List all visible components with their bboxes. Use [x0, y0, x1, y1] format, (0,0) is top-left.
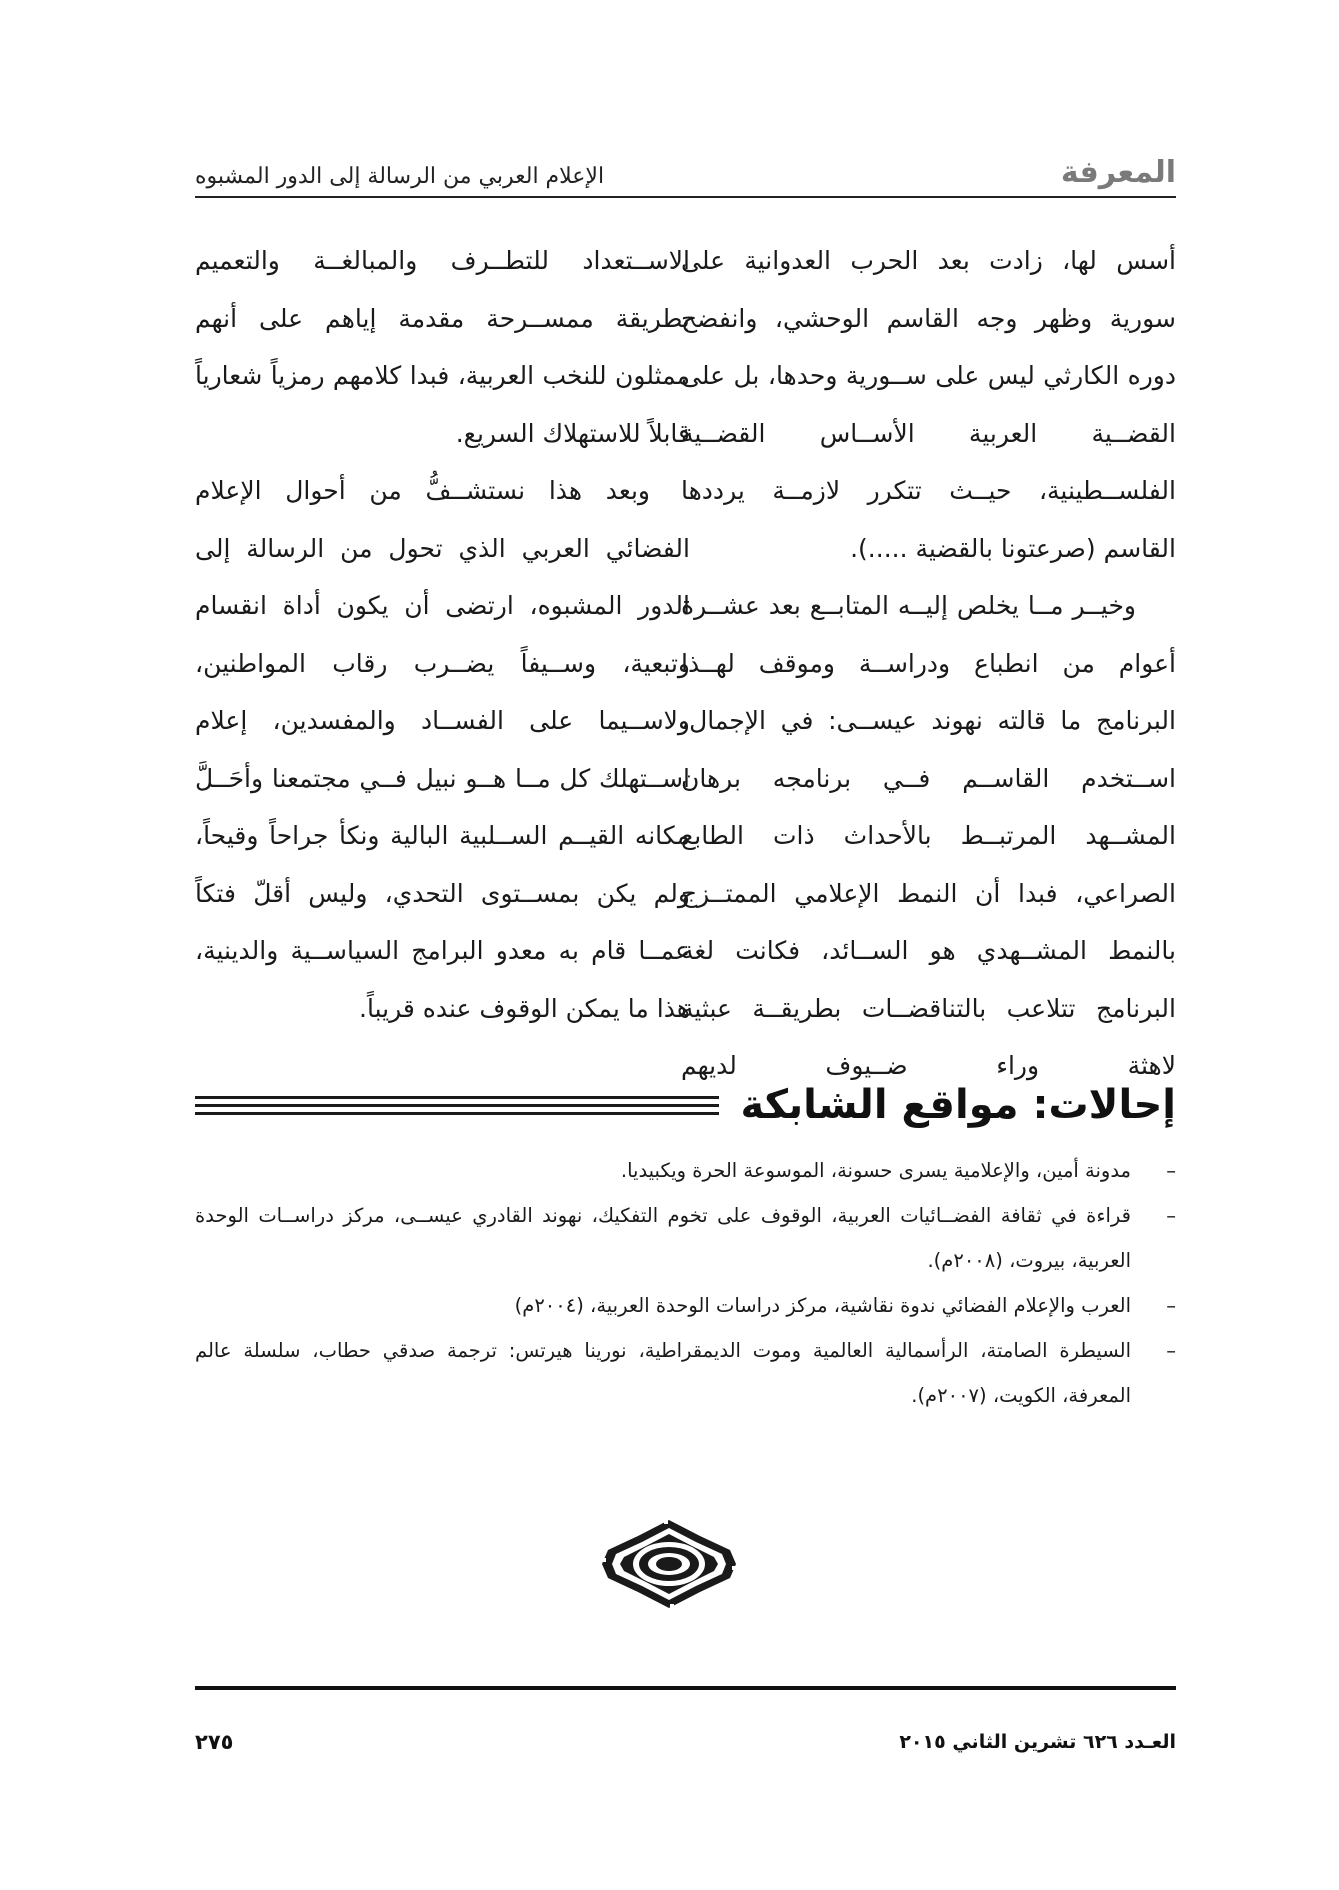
running-header	[195, 148, 1176, 188]
footer-rule	[195, 1686, 1176, 1690]
journal-logo: المعرفة	[1060, 155, 1176, 190]
paragraph: وبعد هذا نستشــفُّ من أحوال الإعلام الفضائي العربي الذي تحول من الرسالة إلى الدور المشبوه، ارتضى أن يكون أداة انقسام وتبعية، وســيفاً يضــرب رقاب المواطنين، ولاســيما على الفســاد والمفسدين، إعلام اســتهلك كل مــا هــو نبيل فــي مجتمعنا وأحَــلَّ مكانه القيــم الســلبية البالية ونكأ جراحاً وقيحاً، ولم يكن بمســتوى التحدي، وليس أقلّ فتكاً عمــا قام به معدو البرامج السياســية والدينية، هذا ما يمكن الوقوف عنده قريباً.	[195, 476, 690, 1023]
heading-rule	[195, 1104, 719, 1107]
ornament-icon	[600, 1518, 738, 1610]
reference-item: – العرب والإعلام الفضائي ندوة نقاشية، مركز دراسات الوحدة العربية، (٢٠٠٤م)	[195, 1283, 1176, 1328]
paragraph: أسس لها، زادت بعد الحرب العدوانية على سورية وظهر وجه القاسم الوحشي، وانفضح دوره الكارثي ليس على ســورية وحدها، بل على القضــية العربية الأســاس القضــية الفلســطينية، حيــث تتكرر لازمــة يرددها القاسم (صرعتونا بالقضية .....).	[681, 246, 1176, 563]
paragraph: الاســتعداد للتطــرف والمبالغــة والتعميم بطريقة ممســرحة مقدمة إياهم على أنهم ممثلون للنخب العربية، فبدا كلامهم رمزياً شعارياً قابلاً للاستهلاك السريع.	[195, 246, 690, 448]
reference-item: – السيطرة الصامتة، الرأسمالية العالمية وموت الديمقراطية، نورينا هيرتس: ترجمة صدقي حطاب، سلسلة عالم المعرفة، الكويت، (٢٠٠٧م).	[195, 1328, 1176, 1418]
paragraph: وخيــر مــا يخلص إليــه المتابــع بعد عشــرة أعوام من انطباع ودراســة وموقف لهــذا البرنامج ما قالته نهوند عيســى: في الإجمال، اســتخدم القاســم فــي برنامجه برهان المشــهد المرتبــط بالأحداث ذات الطابع الصراعي، فبدا أن النمط الإعلامي الممتــزج بالنمط المشــهدي هو الســائد، فكانت لغة البرنامج تتلاعب بالتناقضــات بطريقــة عبثية لاهثة وراء ضــيوف لديهم	[681, 591, 1176, 1080]
running-title: الإعلام العربي من الرسالة إلى الدور المشبوه	[195, 164, 605, 189]
heading-rule	[195, 1112, 719, 1115]
page-number: ٢٧٥	[195, 1730, 234, 1754]
footer	[195, 1730, 1176, 1754]
left-column	[195, 232, 690, 1037]
heading-rule	[195, 1096, 719, 1099]
references-title: إحالات: مواقع الشابكة	[740, 1082, 1176, 1128]
issue-info: العـدد ٦٢٦ تشرين الثاني ٢٠١٥	[899, 1731, 1176, 1753]
right-column	[681, 232, 1176, 1095]
references-heading	[195, 1075, 1176, 1135]
heading-rules	[195, 1096, 719, 1115]
reference-item: – مدونة أمين، والإعلامية يسرى حسونة، الموسوعة الحرة ويكبيديا.	[195, 1148, 1176, 1193]
references-list	[195, 1148, 1176, 1418]
header-rule	[195, 196, 1176, 198]
reference-item: – قراءة في ثقافة الفضــائيات العربية، الوقوف على تخوم التفكيك، نهوند القادري عيســى، مركز دراســات الوحدة العربية، بيروت، (٢٠٠٨م).	[195, 1193, 1176, 1283]
